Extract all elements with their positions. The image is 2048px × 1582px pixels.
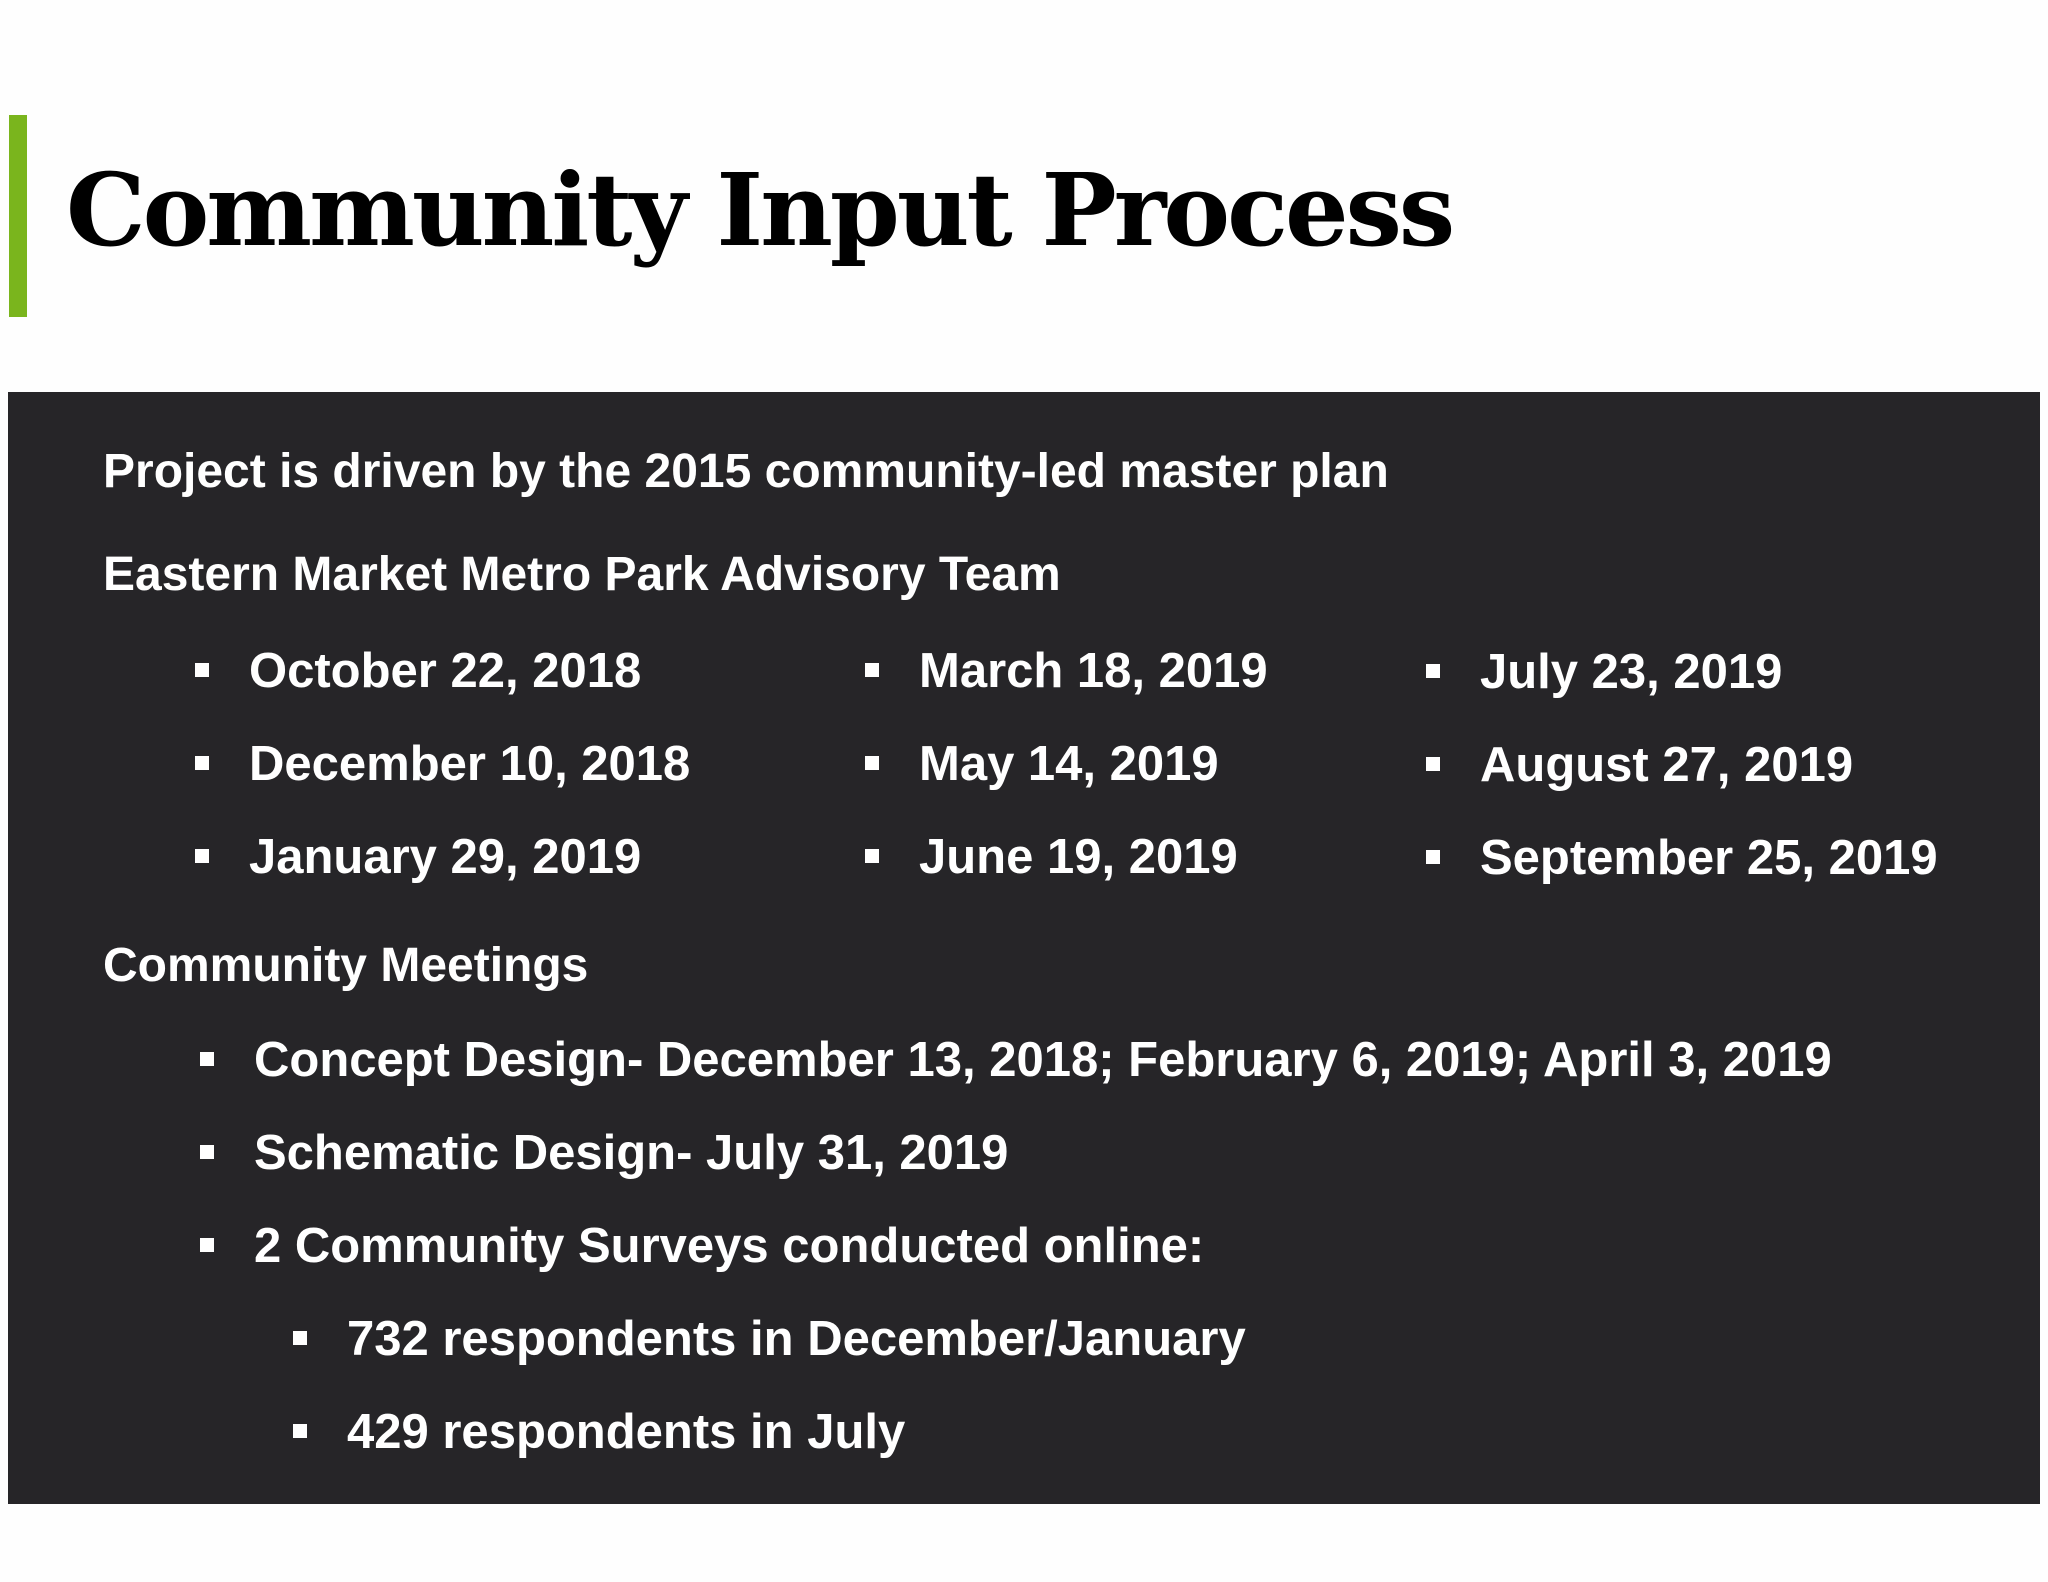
advisory-date-item: August 27, 2019 — [1480, 738, 1854, 792]
meeting-item: Concept Design- December 13, 2018; February 6, 2019; April 3, 2019 — [254, 1033, 1832, 1087]
advisory-team-heading: Eastern Market Metro Park Advisory Team — [103, 548, 1061, 601]
advisory-date-item: June 19, 2019 — [919, 830, 1238, 884]
survey-result-item: 429 respondents in July — [347, 1405, 906, 1459]
survey-result-item: 732 respondents in December/January — [347, 1312, 1246, 1366]
page-title: Community Input Process — [66, 151, 1453, 269]
advisory-date-item: May 14, 2019 — [919, 737, 1219, 791]
advisory-date-item: January 29, 2019 — [249, 830, 642, 884]
advisory-date-item: September 25, 2019 — [1480, 831, 1938, 885]
advisory-date-item: March 18, 2019 — [919, 644, 1268, 698]
advisory-date-item: October 22, 2018 — [249, 644, 642, 698]
advisory-date-item: December 10, 2018 — [249, 737, 691, 791]
intro-text: Project is driven by the 2015 community-led master plan — [103, 445, 1389, 498]
meeting-item: Schematic Design- July 31, 2019 — [254, 1126, 1009, 1180]
meeting-item: 2 Community Surveys conducted online: — [254, 1219, 1205, 1273]
advisory-date-item: July 23, 2019 — [1480, 645, 1783, 699]
community-meetings-heading: Community Meetings — [103, 939, 589, 992]
title-accent-bar — [9, 115, 27, 317]
content-panel — [8, 392, 2040, 1504]
